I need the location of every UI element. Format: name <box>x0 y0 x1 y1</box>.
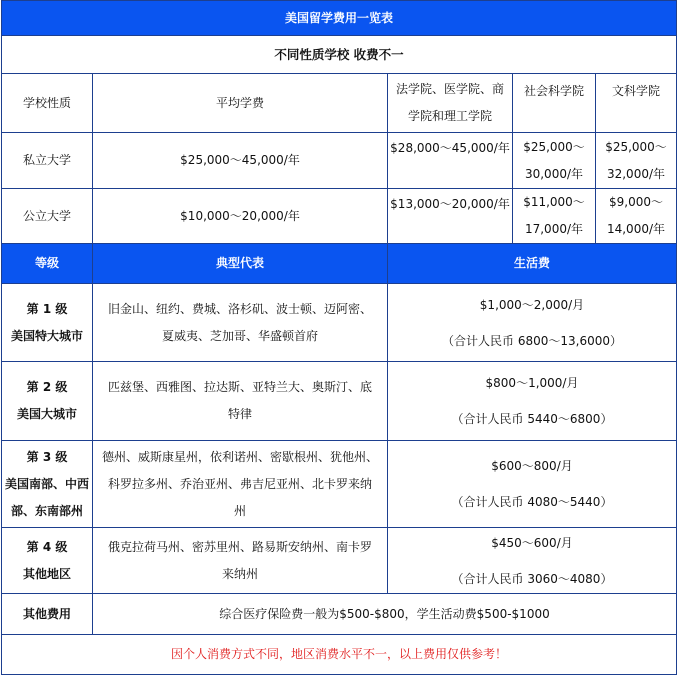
header-avg-tuition: 平均学费 <box>93 74 388 133</box>
tier-area-label-line-2: 部、东南部州 <box>10 503 83 518</box>
tier-level-label: 第 2 级 <box>26 380 68 394</box>
tier-living-cost <box>388 441 676 528</box>
tier-area-label: 美国大城市 <box>16 407 77 421</box>
tier-level <box>2 362 93 441</box>
arts-tuition <box>596 133 676 189</box>
tier-level-label: 第 4 级 <box>26 539 68 554</box>
tier-cities-line-3: 州 <box>233 503 246 518</box>
tier-cities-line-2: 来纳州 <box>221 566 258 581</box>
tier-level <box>2 284 93 362</box>
tier-cities <box>93 528 388 594</box>
social-tuition <box>513 189 596 244</box>
other-fees-row <box>1 594 677 635</box>
subtitle-row <box>1 36 677 74</box>
avg-tuition: $10,000～20,000/年 <box>93 189 388 244</box>
law-tuition: $13,000～20,000/年 <box>388 189 513 244</box>
tier-cities-line-2: 特律 <box>227 407 252 421</box>
tier-cities <box>93 441 388 528</box>
note-row <box>1 635 677 675</box>
social-tuition-line-2: 17,000/年 <box>524 222 584 236</box>
tier-living-cost <box>388 284 676 362</box>
header-social-science: 社会科学院 <box>513 74 596 133</box>
arts-tuition-line-1: $25,000～ <box>605 139 667 154</box>
tier-cost-usd: $600～800/月 <box>491 459 573 473</box>
tier-row-4 <box>1 528 677 594</box>
header-law-line-2: 学院和理工学院 <box>407 109 492 123</box>
other-fees-label: 其他费用 <box>2 594 93 635</box>
social-tuition-line-1: $11,000～ <box>523 195 585 209</box>
tier-cities-line-1: 匹兹堡、西雅图、拉达斯、亚特兰大、奥斯汀、底 <box>107 380 372 394</box>
other-fees-text: 综合医疗保险费一般为$500-$800，学生活动费$500-$1000 <box>93 594 676 635</box>
tier-cost-rmb: （合计人民币 6800～13,6000） <box>442 333 622 348</box>
tier-row-1 <box>1 284 677 362</box>
social-tuition <box>513 133 596 189</box>
avg-tuition: $25,000～45,000/年 <box>93 133 388 189</box>
tier-cities-line-2: 科罗拉多州、乔治亚州、弗吉尼亚州、北卡罗来纳 <box>107 476 372 491</box>
tier-cost-usd: $1,000～2,000/月 <box>479 297 585 312</box>
tier-living-cost <box>388 362 676 441</box>
school-type: 私立大学 <box>2 133 93 189</box>
header-school-type: 学校性质 <box>2 74 93 133</box>
tier-level <box>2 528 93 594</box>
tier-cities <box>93 284 388 362</box>
arts-tuition-line-2: 14,000/年 <box>606 222 666 236</box>
tier-area-label-line-1: 美国南部、中西 <box>4 476 89 491</box>
header-law-med-biz <box>388 74 513 133</box>
tier-area-label: 美国特大城市 <box>10 328 83 343</box>
tier-cities-line-1: 俄克拉荷马州、密苏里州、路易斯安纳州、南卡罗 <box>107 539 372 554</box>
law-tuition: $28,000～45,000/年 <box>388 133 513 189</box>
tier-level-label: 第 1 级 <box>26 301 68 316</box>
header-law-line-1: 法学院、医学院、商 <box>395 82 504 96</box>
social-tuition-line-2: 30,000/年 <box>524 166 584 181</box>
header-typical-cities: 典型代表 <box>93 244 388 284</box>
tier-cost-rmb: （合计人民币 4080～5440） <box>451 495 613 509</box>
header-level: 等级 <box>2 244 93 284</box>
tier-living-cost <box>388 528 676 594</box>
tier-cities-line-1: 德州、威斯康星州，依利诺州、密歇根州、犹他州、 <box>101 449 378 464</box>
header-living-cost: 生活费 <box>388 244 676 284</box>
living-header-row <box>1 244 677 284</box>
table-subtitle: 不同性质学校 收费不一 <box>2 36 676 74</box>
tier-cities <box>93 362 388 441</box>
header-liberal-arts: 文科学院 <box>596 74 676 133</box>
tier-cities-line-1: 旧金山、纽约、费城、洛杉矶、波士顿、迈阿密、 <box>107 301 372 316</box>
tuition-header-row <box>1 74 677 133</box>
tier-level <box>2 441 93 528</box>
arts-tuition-line-2: 32,000/年 <box>606 166 666 181</box>
school-type: 公立大学 <box>2 189 93 244</box>
tier-area-label: 其他地区 <box>22 566 71 581</box>
tier-row-2 <box>1 362 677 441</box>
tier-level-label: 第 3 级 <box>26 449 68 464</box>
tuition-row-public <box>1 189 677 244</box>
tier-cost-usd: $450～600/月 <box>491 535 573 550</box>
tuition-row-private <box>1 133 677 189</box>
title-row <box>1 0 677 36</box>
tier-row-3 <box>1 441 677 528</box>
social-tuition-line-1: $25,000～ <box>523 139 585 154</box>
tier-cost-rmb: （合计人民币 5440～6800） <box>451 412 613 426</box>
tier-cost-rmb: （合计人民币 3060～4080） <box>451 571 613 586</box>
tier-cost-usd: $800～1,000/月 <box>485 376 579 390</box>
table-title: 美国留学费用一览表 <box>2 0 676 36</box>
arts-tuition <box>596 189 676 244</box>
arts-tuition-line-1: $9,000～ <box>609 195 663 209</box>
disclaimer-note: 因个人消费方式不同，地区消费水平不一，以上费用仅供参考！ <box>2 635 676 675</box>
tier-cities-line-2: 夏威夷、芝加哥、华盛顿首府 <box>161 328 318 343</box>
fee-table <box>1 0 677 675</box>
